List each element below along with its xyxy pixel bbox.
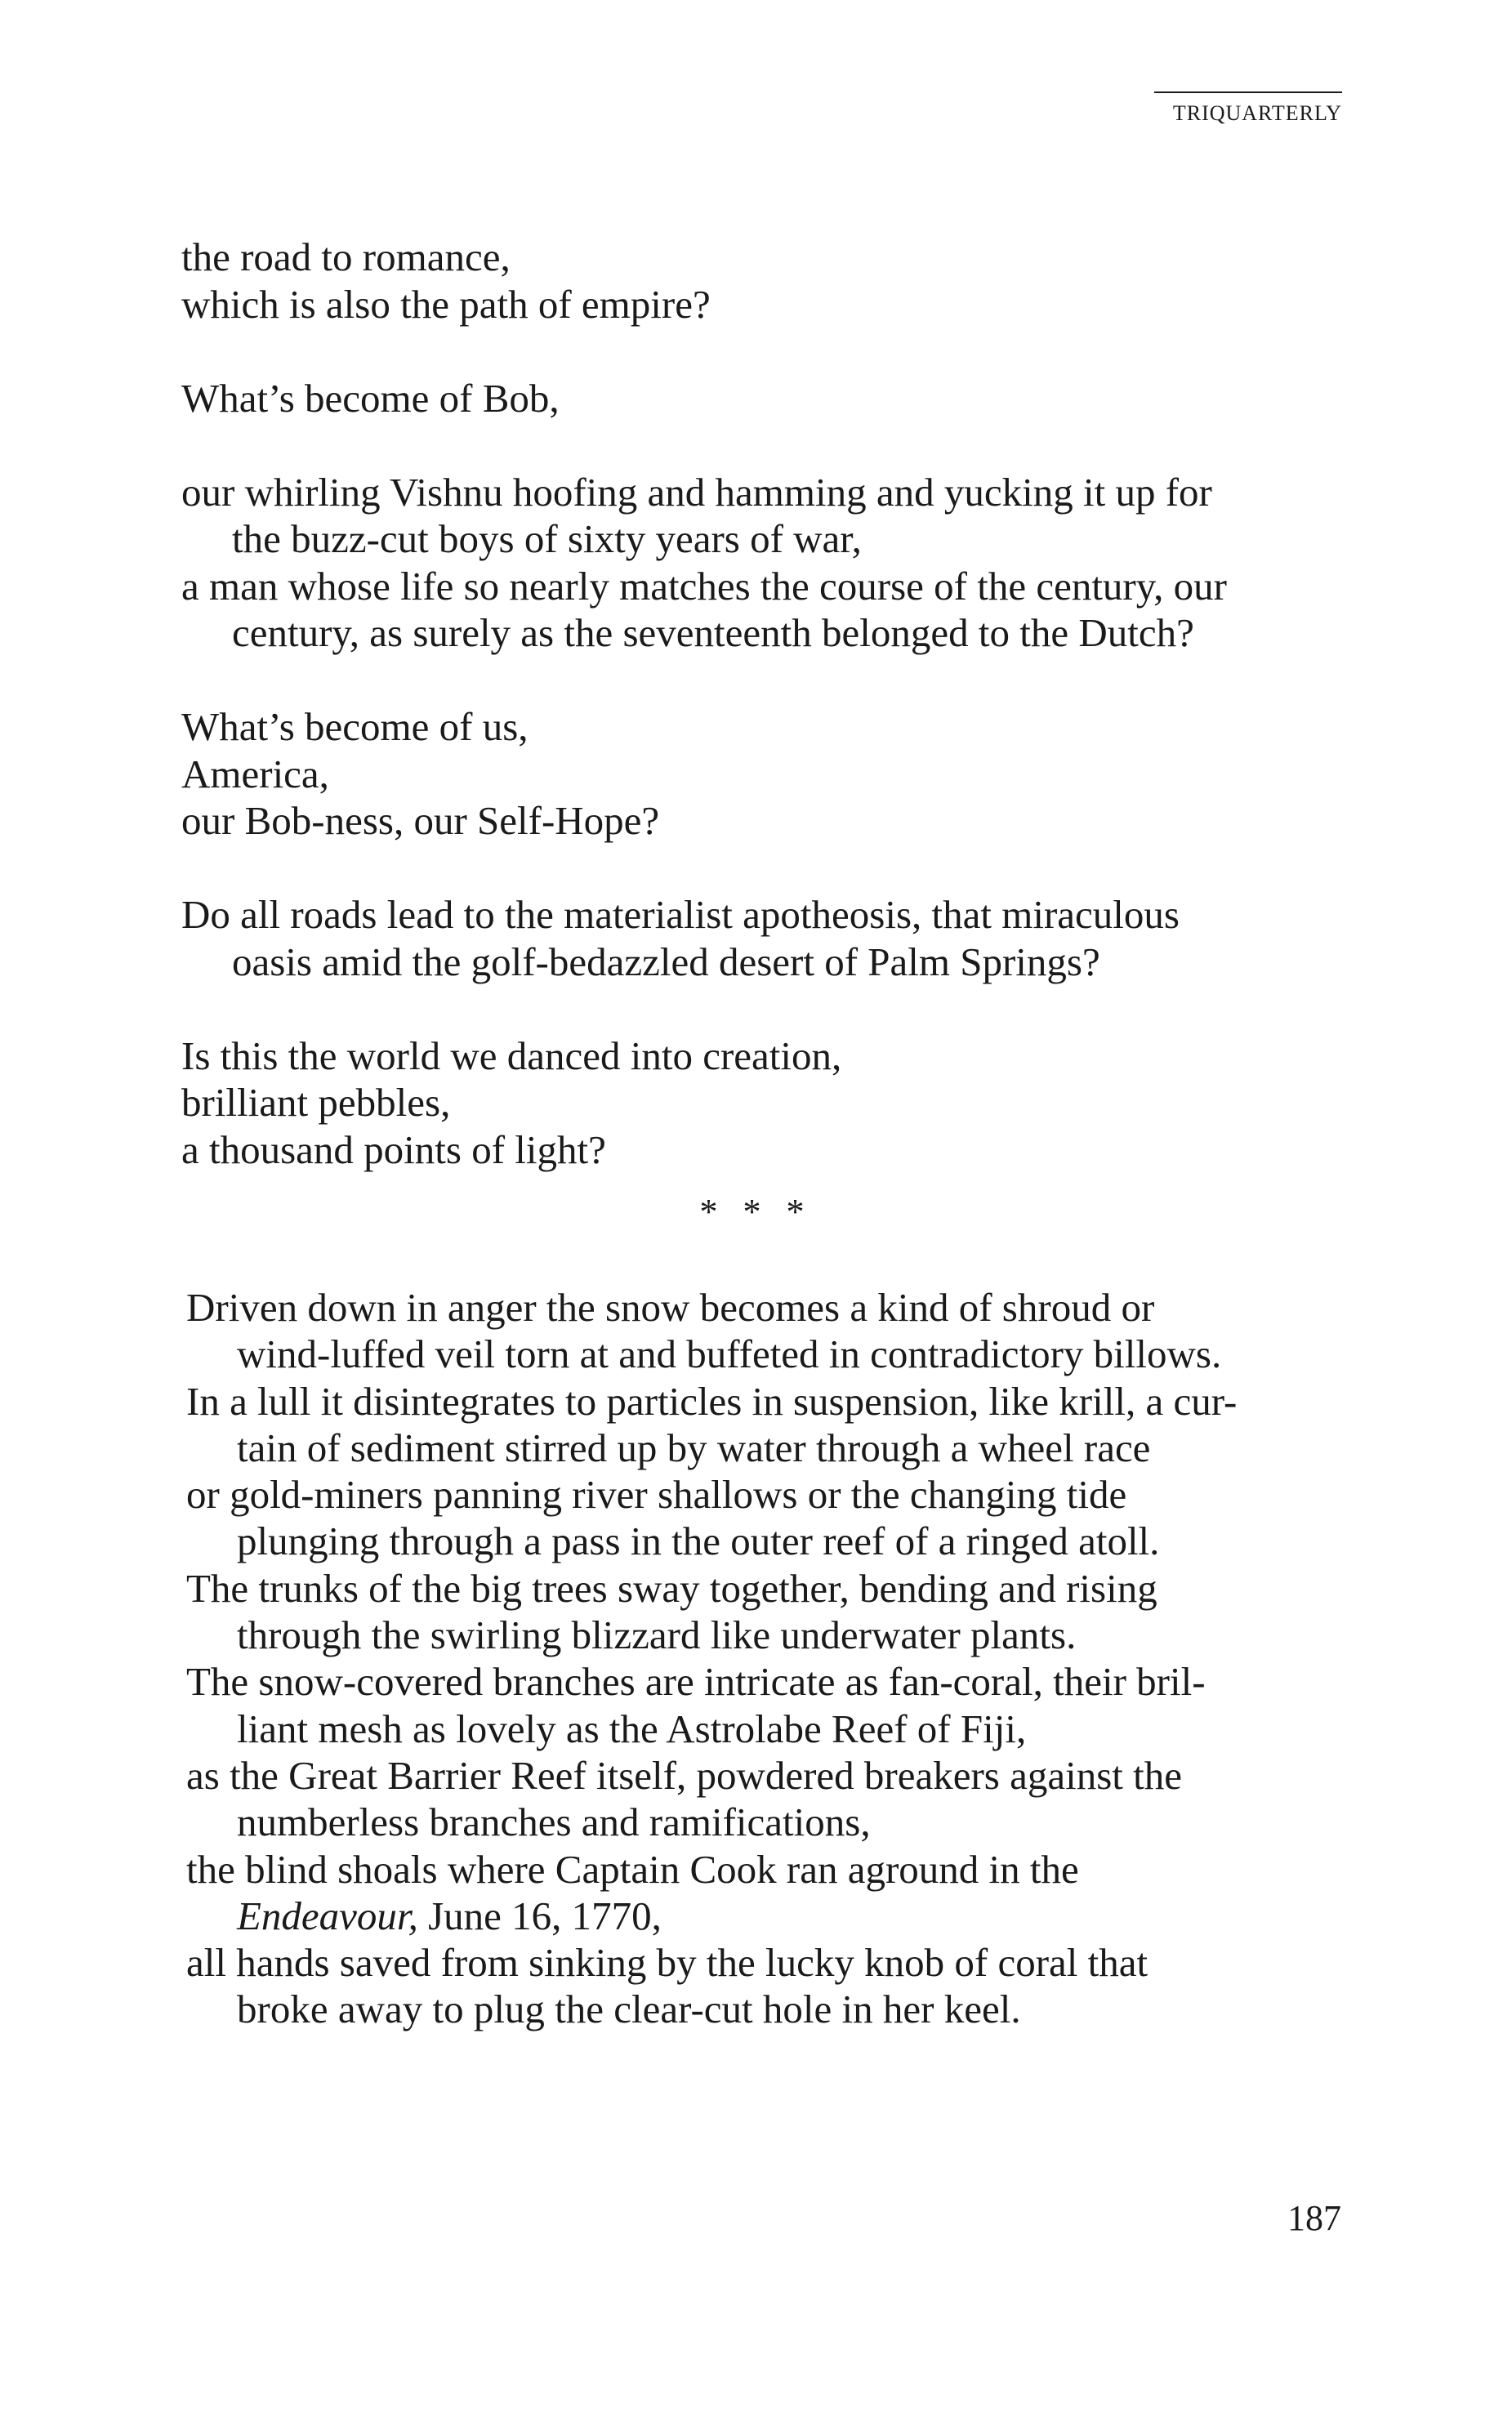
poem-line: brilliant pebbles,	[181, 1080, 451, 1125]
poem-line-rest: June 16, 1770,	[417, 1893, 662, 1938]
poem-line: as the Great Barrier Reef itself, powdered breakers against the	[186, 1752, 1183, 1798]
poem-line: our Bob-ness, our Self-Hope?	[181, 798, 660, 843]
poem-line: wind-luffed veil torn at and buffeted in contradictory billows.	[237, 1331, 1222, 1377]
poem-line: In a lull it disintegrates to particles in suspension, like krill, a cur-	[186, 1378, 1238, 1424]
poem-line: through the swirling blizzard like underwater plants.	[237, 1612, 1077, 1658]
poem-line: broke away to plug the clear-cut hole in her keel.	[237, 1987, 1021, 2032]
section-break: * * *	[699, 1192, 813, 1232]
stanza-gap	[181, 985, 1374, 1032]
ship-name: Endeavour,	[237, 1893, 418, 1938]
poem-line: which is also the path of empire?	[181, 281, 711, 327]
running-head	[1154, 91, 1342, 126]
poem-section-2	[186, 1284, 1379, 2033]
poem-line: What’s become of us,	[181, 704, 529, 749]
poem-line: century, as surely as the seventeenth belonged to the Dutch?	[232, 610, 1194, 655]
poem-line: the road to romance,	[181, 234, 511, 279]
poem-line: numberless branches and ramifications,	[237, 1799, 871, 1845]
poem-line: a man whose life so nearly matches the course of the century, our	[181, 563, 1227, 609]
stanza-gap	[181, 657, 1374, 704]
poem-line: the buzz-cut boys of sixty years of war,	[232, 516, 862, 561]
poem-line: plunging through a pass in the outer reef of a ringed atoll.	[237, 1518, 1160, 1564]
poem-line: The trunks of the big trees sway together, bending and rising	[186, 1565, 1157, 1611]
page-number: 187	[1287, 2198, 1341, 2238]
poem-line: or gold-miners panning river shallows or the changing tide	[186, 1472, 1127, 1518]
stanza-gap	[181, 421, 1374, 469]
poem-line: Is this the world we danced into creation,	[181, 1032, 842, 1078]
poem-line: liant mesh as lovely as the Astrolabe Reef of Fiji,	[237, 1706, 1027, 1751]
poem-line: oasis amid the golf-bedazzled desert of Palm Springs?	[232, 939, 1100, 984]
stanza-gap	[181, 845, 1374, 892]
stanza-gap	[181, 328, 1374, 375]
poem-line: Driven down in anger the snow becomes a kind of shroud or	[186, 1285, 1155, 1330]
poem-line: our whirling Vishnu hoofing and hamming and yucking it up for	[181, 469, 1212, 515]
poem-line: tain of sediment stirred up by water through a wheel race	[237, 1425, 1151, 1470]
poem-line: a thousand points of light?	[181, 1126, 606, 1172]
poem-section-1	[181, 234, 1374, 1173]
poem-line: America,	[181, 751, 329, 796]
poem-line: all hands saved from sinking by the lucky knob of coral that	[186, 1940, 1148, 1986]
journal-title: TRIQUARTERLY	[1172, 101, 1342, 125]
poem-line: What’s become of Bob,	[181, 375, 560, 421]
poem-line: the blind shoals where Captain Cook ran aground in the	[186, 1846, 1079, 1892]
poem-line: The snow-covered branches are intricate as fan-coral, their bril-	[186, 1659, 1206, 1705]
poem-line	[186, 1893, 1379, 1939]
poem-line: Do all roads lead to the materialist apotheosis, that miraculous	[181, 892, 1180, 937]
